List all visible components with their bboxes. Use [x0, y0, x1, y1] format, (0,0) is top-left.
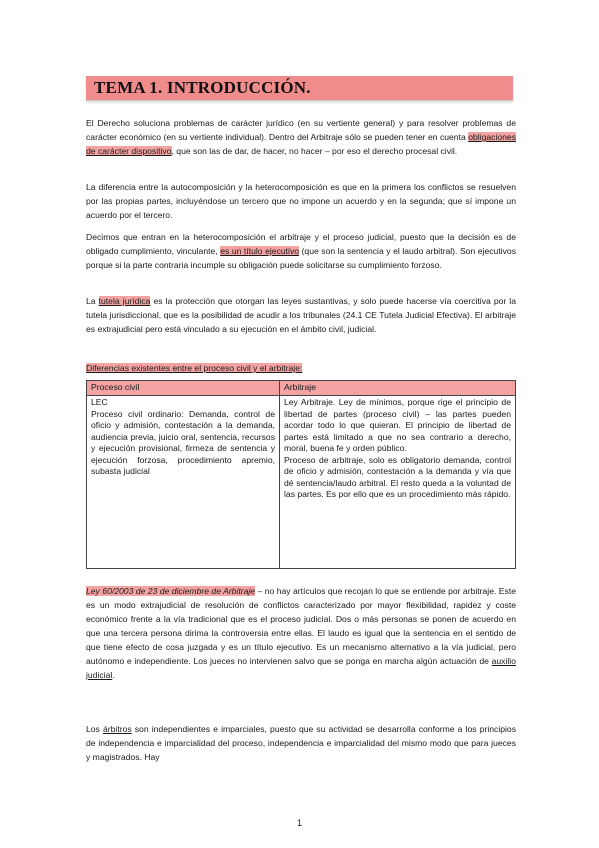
column-header: Arbitraje: [280, 381, 516, 396]
table-cell-arbitraje: [280, 396, 516, 569]
law-reference: Ley 60/2003 de 23 de diciembre de Arbitraje: [86, 586, 256, 596]
underlined-term: auxilio judicial: [86, 656, 516, 680]
paragraph-5: [86, 584, 516, 682]
paragraph-6: [86, 722, 516, 764]
paragraph-2: La diferencia entre la autocomposición y la heterocomposición es que en la primera los conflictos se resuelven por las propias partes, incluyéndose un tercero que no impone un acuerdo y en la segunda; que sí impone un acuerdo por el tercero.: [86, 182, 516, 220]
table-row: [87, 396, 516, 569]
highlighted-term: es un título ejecutivo: [220, 246, 300, 256]
cell-line: Proceso civil ordinario: Demanda, control de oficio y admisión, contestación a la demanda, audiencia previa, juicio oral, sentencia, recursos y ejecución provisional, firmeza de sentencia y ejecución forzosa, procedimiento apremio, subasta judicial: [91, 408, 275, 476]
caption-text: Diferencias existentes entre el proceso civil y el arbitraje:: [86, 363, 303, 373]
paragraph-5-end: .: [112, 670, 115, 680]
page-title: TEMA 1. INTRODUCCIÓN.: [94, 78, 311, 97]
highlighted-term: obligaciones de carácter dispositivo: [86, 132, 516, 156]
table-header-row: [87, 381, 516, 396]
page-number: 1: [296, 818, 302, 828]
paragraph-4-text: es la protección que otorgan las leyes sustantivas, y solo puede hacerse vía coercitiva por la tutela jurisdiccional, que es la posibilidad de acudir a los tribunales (24.1 CE Tutela Judicial Efectiva). El arbitraje es extrajudicial pero está vinculado a su ejecución en el ámbito civil, judicial.: [86, 296, 516, 334]
paragraph-6-text: son independientes e imparciales, puesto que su actividad se desarrolla conforme a los principios de independencia e imparcialidad del proceso, independencia e imparcialidad del mismo modo que para jueces y magistrados. Hay: [86, 724, 516, 762]
paragraph-4-prefix: La: [86, 296, 99, 306]
paragraph-3: [86, 230, 516, 272]
paragraph-1-text: El Derecho soluciona problemas de carácter jurídico (en su vertiente general) y para resolver problemas de carácter económico (en su vertiente individual). Dentro del Arbitraje sólo se pueden tener en cuenta: [86, 118, 516, 142]
cell-line: Proceso de arbitraje, solo es obligatorio demanda, control de oficio y admisión, contestación a la demanda y vía que dé sentencia/laudo arbitral. El resto queda a la voluntad de las partes. Es por ello que es un procedimiento más rápido.: [284, 454, 511, 499]
paragraph-1: [86, 116, 516, 158]
paragraph-5-text: – no hay artículos que recojan lo que se entiende por arbitraje. Este es un modo extrajudicial de resolución de conflictos caracterizado por mayor flexibilidad, rapidez y coste económico frente a la vía tradicional que es el proceso judicial. Dos o más personas se ponen de acuerdo en que una tercera persona dirima la controversia entre ellas. El laudo es igual que la sentencia en el sentido de que tiene efecto de cosa juzgada y es un título ejecutivo. Es un mecanismo alternativo a la vía judicial, pero autónomo e independiente. Los jueces no intervienen salvo que se ponga en marcha algún actuación de: [86, 586, 516, 666]
table-cell-proceso-civil: [87, 396, 280, 569]
column-header: Proceso civil: [87, 381, 280, 396]
paragraph-3-text: Decimos que entran en la heterocomposición el arbitraje y el proceso judicial, puesto que la decisión es de obligado cumplimiento, vinculante,: [86, 232, 516, 256]
cell-line: Ley Arbitraje. Ley de mínimos, porque rige el principio de libertad de partes (proceso civil) – las partes pueden acordar todo lo que quieran. El principio de libertad de partes está limitado a que no sea contrario a derecho, moral, buena fe y orden público.: [284, 397, 511, 453]
underlined-term: árbitros: [102, 724, 132, 734]
table-caption: [86, 362, 302, 374]
highlighted-term: tutela jurídica: [98, 296, 151, 306]
comparison-table: [86, 380, 516, 569]
paragraph-6-prefix: Los: [86, 724, 103, 734]
paragraph-1-text-end: , que son las de dar, de hacer, no hacer – por eso el derecho procesal civil.: [171, 146, 458, 156]
title-banner: [86, 76, 513, 101]
cell-line: LEC: [91, 397, 108, 407]
paragraph-3-text-end: (que son la sentencia y el laudo arbitral). Son ejecutivos porque si la parte contraria incumple su obligación puede solicitarse su cumplimiento forzoso.: [86, 246, 516, 270]
paragraph-4: [86, 294, 516, 336]
